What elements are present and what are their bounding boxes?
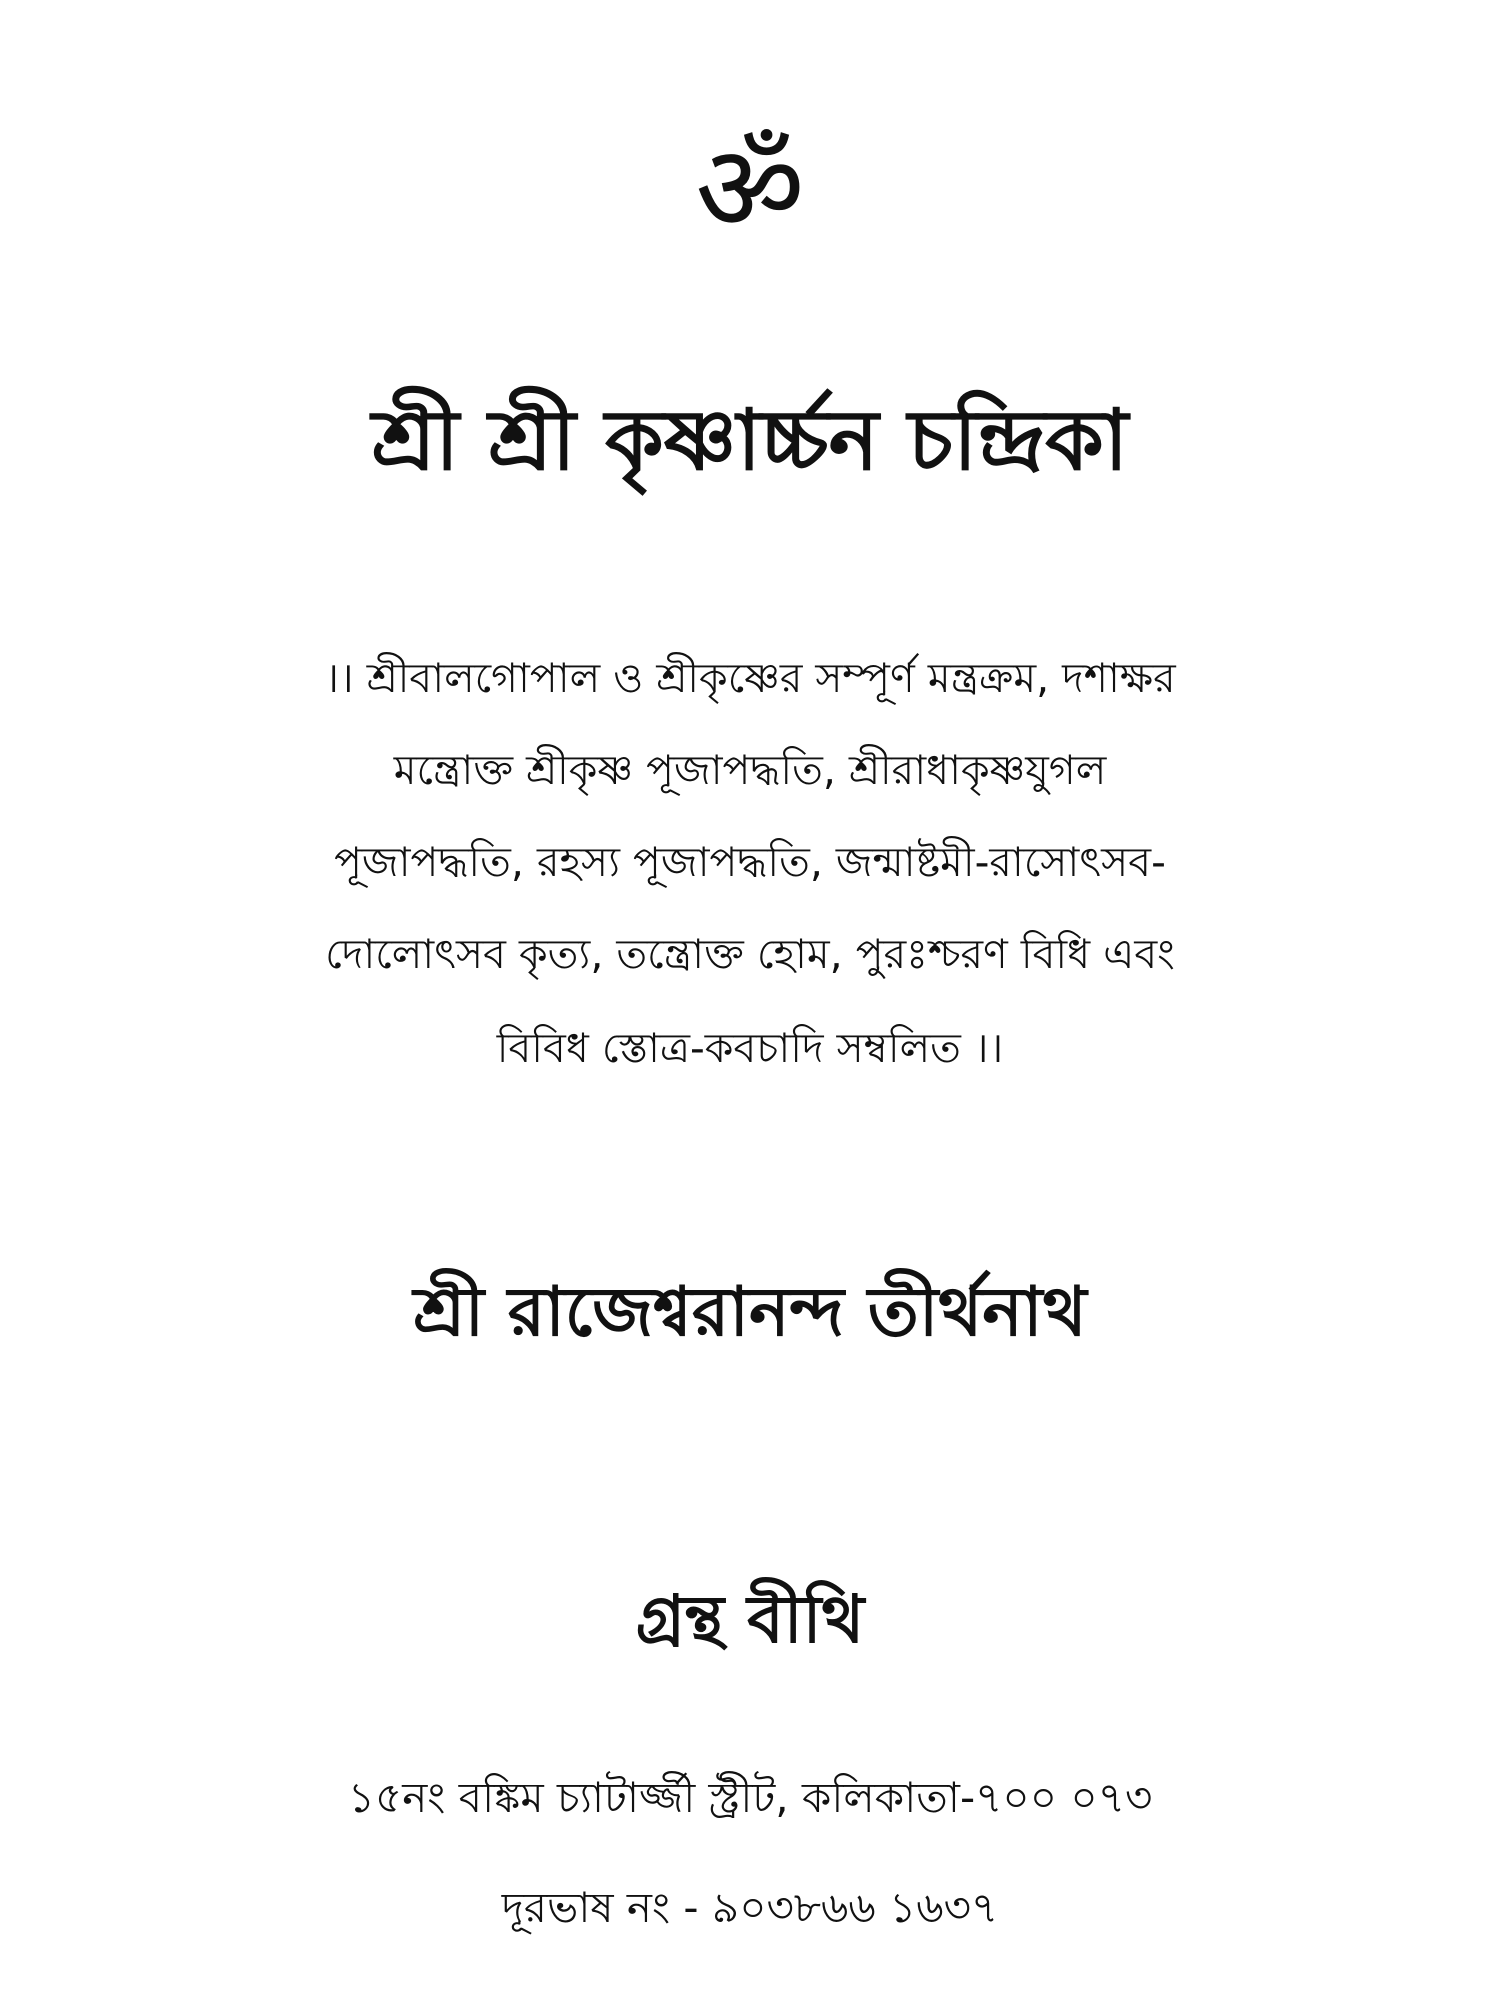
description-line: দোলোৎসব কৃত্য, তন্ত্রোক্ত হোম, পুরঃশ্চরণ বিধি এবং bbox=[325, 930, 1175, 978]
description-line: পূজাপদ্ধতি, রহস্য পূজাপদ্ধতি, জন্মাষ্টমী-রাসোৎসব- bbox=[334, 838, 1166, 886]
book-title: শ্রী শ্রী কৃষ্ণার্চ্চন চন্দ্রিকা bbox=[371, 391, 1129, 489]
description-line: ।। শ্রীবালগোপাল ও শ্রীকৃষ্ণের সম্পূর্ণ মন্ত্রক্রম, দশাক্ষর bbox=[324, 654, 1176, 702]
om-symbol: ॐ bbox=[695, 120, 805, 259]
publisher-phone: দূরভাষ নং - ৯০৩৮৬৬ ১৬৩৭ bbox=[501, 1883, 999, 1932]
publisher-name: গ্রন্থ বীথি bbox=[635, 1581, 865, 1658]
description-line: বিবিধ স্তোত্র-কবচাদি সম্বলিত ।। bbox=[496, 1024, 1004, 1072]
description-line: মন্ত্রোক্ত শ্রীকৃষ্ণ পূজাপদ্ধতি, শ্রীরাধাকৃষ্ণযুগল bbox=[393, 746, 1107, 794]
author-name: শ্রী রাজেশ্বরানন্দ তীর্থনাথ bbox=[413, 1273, 1087, 1352]
publisher-address: ১৫নং বঙ্কিম চ্যাটার্জ্জী স্ট্রীট, কলিকাতা-৭০০ ০৭৩ bbox=[347, 1773, 1153, 1822]
